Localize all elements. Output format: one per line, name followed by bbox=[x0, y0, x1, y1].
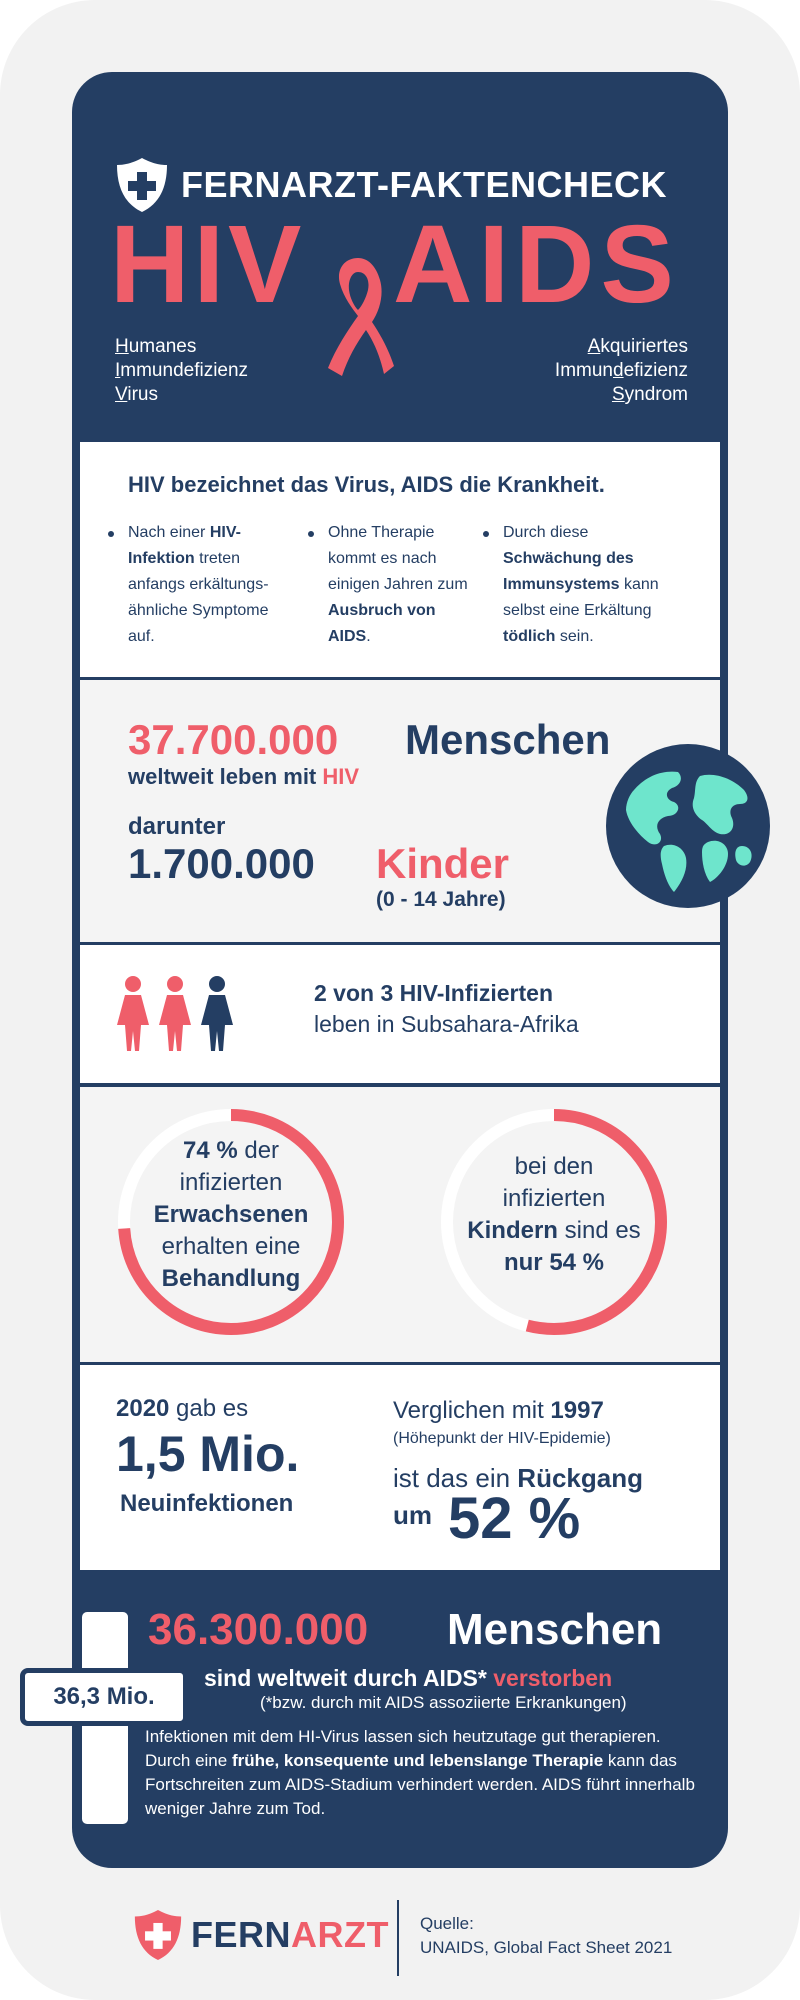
shield-cross-icon bbox=[133, 1908, 183, 1962]
intro-section bbox=[80, 442, 720, 677]
intro-bullet: Ohne Therapie kommt es nach einigen Jahren zum Ausbruch von AIDS. bbox=[328, 520, 468, 650]
bullet-dot bbox=[308, 531, 314, 537]
person-icon bbox=[199, 975, 235, 1053]
fernarzt-logo bbox=[133, 1908, 389, 1962]
treatment-section bbox=[80, 1087, 720, 1362]
hiv-expansion-line: Humanes bbox=[115, 336, 197, 357]
darunter-label: darunter bbox=[128, 813, 226, 840]
deaths-body: Infektionen mit dem HI-Virus lassen sich heutzutage gut therapieren. Durch eine frühe, konsequente und lebenslange Therapie kann das Fortschreiten zum AIDS-Stadium verhindert werden. AIDS führt innerhalb weniger Jahre zum Tod. bbox=[145, 1727, 695, 1818]
infections-year: 2020 gab es bbox=[116, 1395, 249, 1422]
cross-label-box bbox=[20, 1668, 188, 1726]
logo-wordmark: FERNARZT bbox=[191, 1914, 389, 1955]
bullet-dot bbox=[483, 531, 489, 537]
intro-heading: HIV bezeichnet das Virus, AIDS die Krankheit. bbox=[128, 472, 605, 497]
hiv-expansion bbox=[115, 335, 248, 407]
living-people-word: Menschen bbox=[405, 716, 611, 763]
deaths-subtitle: sind weltweit durch AIDS* verstorben bbox=[204, 1665, 613, 1691]
children-ring-text: bei den infizierten Kindern sind es nur 54 % bbox=[467, 1153, 641, 1276]
intro-bullet: Durch diese Schwächung des Immunsystems kann selbst eine Erkältung tödlich sein. bbox=[503, 520, 673, 650]
globe-icon bbox=[604, 742, 772, 910]
hiv-expansion-line: Virus bbox=[115, 384, 158, 405]
decline-um: um bbox=[393, 1500, 432, 1530]
decline-text: ist das ein Rückgang bbox=[393, 1463, 643, 1493]
decline-percent: 52 % bbox=[448, 1486, 581, 1551]
compare-text: Verglichen mit 1997 bbox=[393, 1397, 604, 1424]
aids-expansion-line: Syndrom bbox=[611, 384, 688, 405]
footer-source bbox=[420, 1912, 672, 1960]
africa-line2: leben in Subsahara-Afrika bbox=[314, 1011, 579, 1037]
infections-amount: 1,5 Mio. bbox=[116, 1426, 300, 1482]
new-infections-section bbox=[80, 1365, 720, 1570]
bullet-dot bbox=[108, 531, 114, 537]
adults-ring-text: 74 % der infizierten Erwachsenen erhalten eine Behandlung bbox=[153, 1137, 309, 1292]
person-icon bbox=[157, 975, 193, 1053]
deaths-total: 36.300.000 bbox=[148, 1605, 369, 1654]
people-figures bbox=[115, 975, 235, 1053]
hiv-expansion-line: Immundefizienz bbox=[115, 360, 249, 381]
children-word: Kinder bbox=[376, 840, 510, 887]
africa-section bbox=[80, 945, 720, 1083]
source-text: UNAIDS, Global Fact Sheet 2021 bbox=[420, 1938, 673, 1957]
africa-line1: 2 von 3 HIV-Infizierten bbox=[314, 980, 553, 1006]
children-age: (0 - 14 Jahre) bbox=[376, 888, 506, 911]
aids-expansion bbox=[555, 335, 688, 407]
footer-divider bbox=[397, 1900, 399, 1976]
living-subtitle: weltweit leben mit HIV bbox=[128, 764, 360, 789]
brand-title: FERNARZT-FAKTENCHECK bbox=[181, 164, 667, 205]
aids-title: AIDS bbox=[393, 203, 680, 326]
source-label: Quelle: bbox=[420, 1914, 474, 1933]
deaths-people-word: Menschen bbox=[447, 1605, 663, 1654]
aids-expansion-line: Akquiriertes bbox=[587, 336, 688, 357]
living-total: 37.700.000 bbox=[128, 716, 339, 763]
peak-note: (Höhepunkt der HIV-Epidemie) bbox=[393, 1430, 611, 1447]
awareness-ribbon-icon bbox=[322, 250, 394, 380]
aids-expansion-line: Immundefizienz bbox=[554, 360, 688, 381]
intro-bullet: Nach einer HIV-Infektion treten anfangs erkältungs-ähnliche Symptome auf. bbox=[128, 520, 293, 650]
cross-label: 36,3 Mio. bbox=[53, 1683, 155, 1710]
person-icon bbox=[115, 975, 151, 1053]
hiv-title: HIV bbox=[110, 203, 306, 326]
infections-label: Neuinfektionen bbox=[120, 1490, 294, 1517]
children-count: 1.700.000 bbox=[128, 840, 315, 887]
deaths-note: (*bzw. durch mit AIDS assoziierte Erkrankungen) bbox=[260, 1693, 627, 1712]
